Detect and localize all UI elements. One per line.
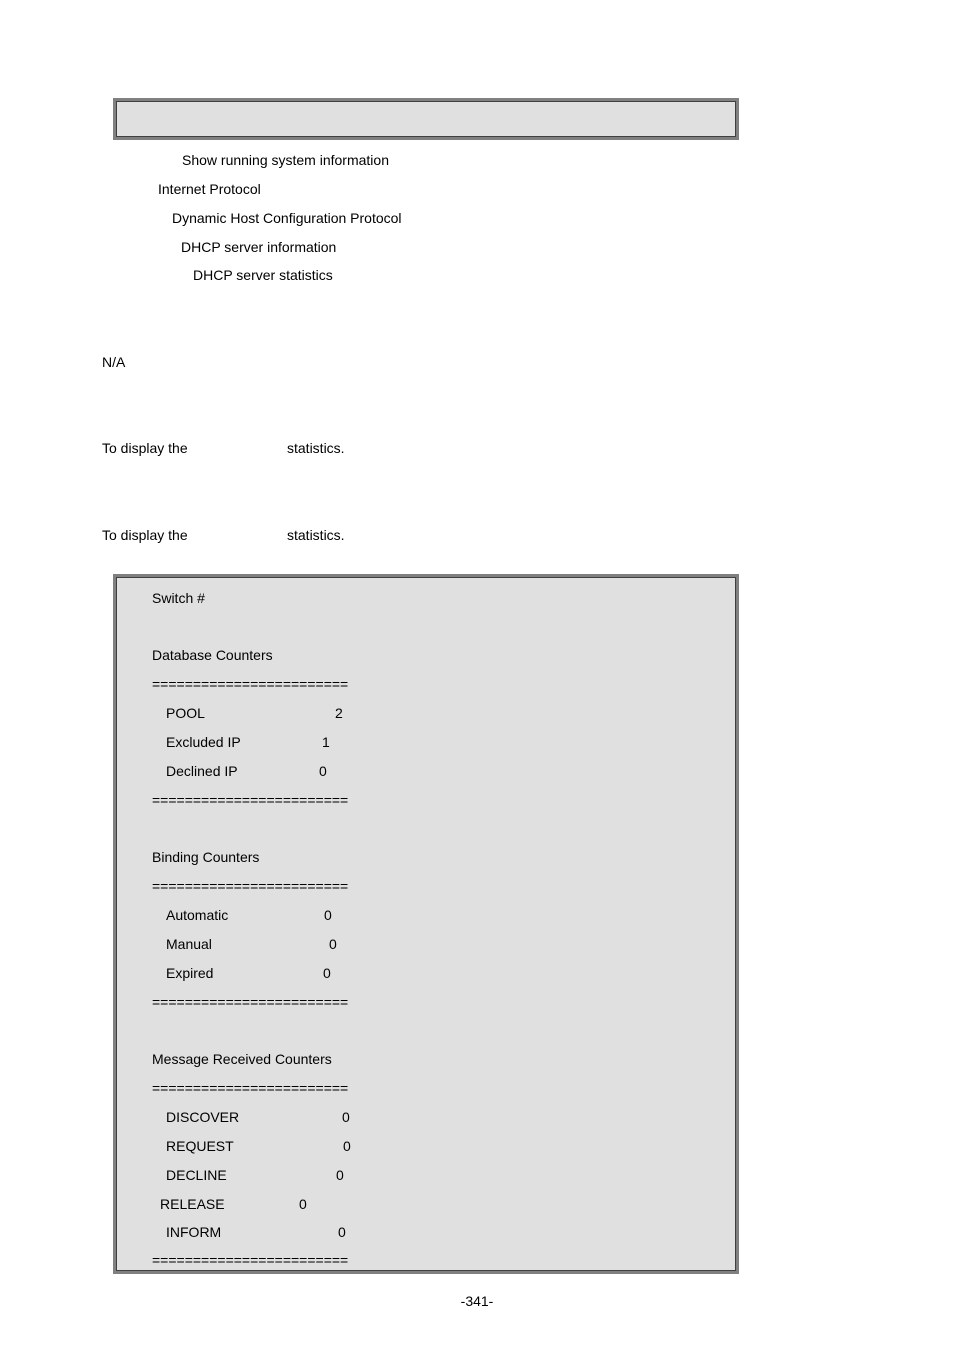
separator: ========================: [152, 994, 349, 1010]
default-value: N/A: [102, 354, 126, 370]
counter-label: INFORM: [166, 1224, 222, 1240]
param-show-desc: Show running system information: [182, 152, 389, 168]
counter-label: DECLINE: [166, 1167, 227, 1183]
counter-value: 0: [336, 1167, 344, 1183]
usage-guide-prefix: To display the: [102, 440, 188, 456]
counter-label: DISCOVER: [166, 1109, 240, 1125]
counter-value: 0: [299, 1196, 307, 1212]
usage-guide-suffix: statistics.: [287, 440, 345, 456]
counter-label: Expired: [166, 965, 214, 981]
section-title: Binding Counters: [152, 849, 260, 865]
example-intro-prefix: To display the: [102, 527, 188, 543]
counter-label: RELEASE: [160, 1196, 225, 1212]
command-box: [113, 98, 739, 140]
counter-value: 0: [329, 936, 337, 952]
counter-value: 0: [343, 1138, 351, 1154]
counter-value: 0: [324, 907, 332, 923]
counter-value: 1: [322, 734, 330, 750]
param-ip-desc: Internet Protocol: [158, 181, 261, 197]
counter-value: 2: [335, 705, 343, 721]
counter-value: 0: [323, 965, 331, 981]
separator: ========================: [152, 878, 349, 894]
section-title: Message Received Counters: [152, 1051, 332, 1067]
separator: ========================: [152, 676, 349, 692]
param-statistics-desc: DHCP server statistics: [193, 267, 333, 283]
counter-label: Automatic: [166, 907, 229, 923]
separator: ========================: [152, 792, 349, 808]
counter-value: 0: [342, 1109, 350, 1125]
cli-prompt: Switch #: [152, 590, 205, 606]
param-dhcp-desc: Dynamic Host Configuration Protocol: [172, 210, 402, 226]
counter-value: 0: [319, 763, 327, 779]
counter-label: REQUEST: [166, 1138, 234, 1154]
section-title: Database Counters: [152, 647, 273, 663]
counter-label: Manual: [166, 936, 212, 952]
counter-label: POOL: [166, 705, 205, 721]
separator: ========================: [152, 1252, 349, 1268]
example-intro-suffix: statistics.: [287, 527, 345, 543]
param-server-desc: DHCP server information: [181, 239, 337, 255]
counter-label: Excluded IP: [166, 734, 241, 750]
page-number: -341-: [460, 1293, 494, 1309]
counter-value: 0: [338, 1224, 346, 1240]
separator: ========================: [152, 1080, 349, 1096]
counter-label: Declined IP: [166, 763, 238, 779]
